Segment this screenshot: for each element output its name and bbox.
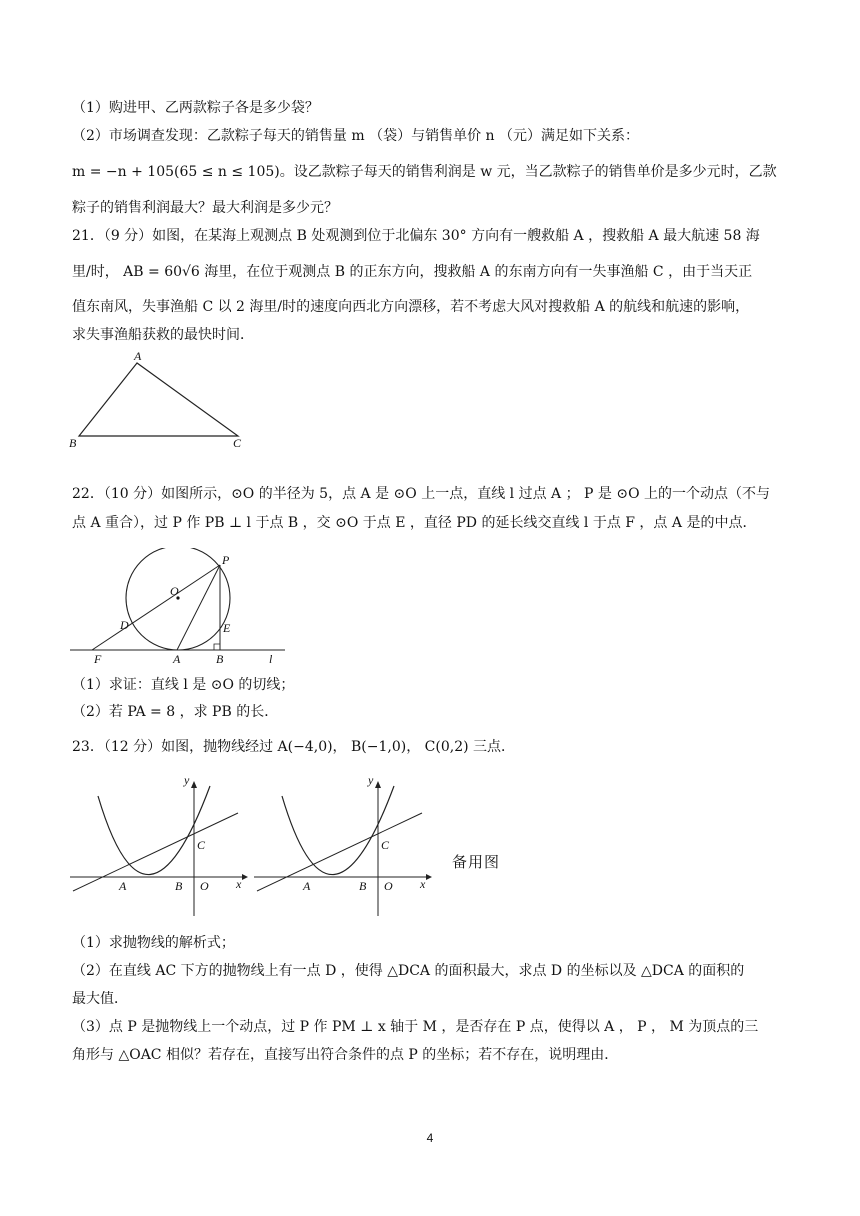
q21-triangle-figure bbox=[66, 350, 256, 475]
q23-sub3-line2: 角形与 △OAC 相似？若存在，直接写出符合条件的点 P 的坐标；若不存在，说明理由． bbox=[72, 1047, 619, 1063]
label-l: l bbox=[269, 652, 273, 666]
label-o: O bbox=[200, 879, 209, 893]
label-c: C bbox=[233, 436, 242, 450]
q21-line4: 求失事渔船获救的最快时间． bbox=[72, 327, 254, 343]
label-a: A bbox=[119, 879, 127, 893]
q22-sub1: （1）求证：直线 l 是 ⊙O 的切线； bbox=[72, 677, 295, 693]
q22-sub2: （2）若 PA = 8 ，求 PB 的长． bbox=[72, 704, 279, 720]
spare-figure-label: 备用图 bbox=[452, 853, 501, 871]
q22-line2: 点 A 重合），过 P 作 PB ⊥ l 于点 B ，交 ⊙O 于点 E ，直径 PD 的延长线交直线 l 于点 F ，点 A 是的中点． bbox=[72, 515, 757, 531]
q23-sub2-line2: 最大值． bbox=[72, 991, 128, 1007]
x-axis-arrow bbox=[426, 874, 432, 880]
label-x: x bbox=[420, 877, 426, 891]
page-number: 4 bbox=[426, 1131, 434, 1145]
right-angle-mark bbox=[214, 644, 220, 650]
label-b: B bbox=[216, 652, 224, 666]
q23-line1: 23．（12 分）如图，抛物线经过 A(−4,0)， B(−1,0)， C(0,2) 三点． bbox=[72, 739, 516, 755]
line-ac bbox=[73, 813, 238, 891]
label-a: A bbox=[173, 652, 181, 666]
label-p: P bbox=[222, 553, 230, 567]
label-b: B bbox=[69, 436, 77, 450]
q21-line1: 21．（9 分）如图，在某海上观测点 B 处观测到位于北偏东 30° 方向有一艘救船 A ，搜救船 A 最大航速 58 海 bbox=[72, 228, 760, 244]
q23-sub3-line1: （3）点 P 是抛物线上一个动点，过 P 作 PM ⊥ x 轴于 M ，是否存在 P 点，使得以 A ， P ， M 为顶点的三 bbox=[72, 1019, 759, 1035]
q23-parabola-figure bbox=[70, 776, 250, 921]
label-f: F bbox=[94, 652, 102, 666]
q21-line3: 值东南风，失事渔船 C 以 2 海里/时的速度向西北方向漂移，若不考虑大风对搜救船 A 的航线和航速的影响， bbox=[72, 299, 750, 315]
q23-spare-figure bbox=[254, 776, 434, 921]
x-axis-arrow bbox=[242, 874, 248, 880]
line-pf bbox=[92, 565, 220, 650]
label-b: B bbox=[175, 879, 183, 893]
q21-line2: 里/时， AB = 60√6 海里，在位于观测点 B 的正东方向，搜救船 A 的东南方向有一失事渔船 C ，由于当天正 bbox=[72, 264, 753, 280]
label-c: C bbox=[197, 838, 206, 852]
y-axis-arrow bbox=[375, 781, 381, 788]
line-pa bbox=[177, 565, 220, 650]
parabola bbox=[282, 786, 394, 875]
parabola bbox=[98, 786, 210, 875]
label-y: y bbox=[368, 776, 374, 787]
q20-part2: （2）市场调查发现：乙款粽子每天的销售量 m （袋）与销售单价 n （元）满足如下关系： bbox=[72, 128, 639, 144]
label-a: A bbox=[134, 350, 142, 363]
label-c: C bbox=[381, 838, 390, 852]
q22-line1: 22．（10 分）如图所示，⊙O 的半径为 5，点 A 是 ⊙O 上一点，直线 l 过点 A ； P 是 ⊙O 上的一个动点（不与 bbox=[72, 486, 771, 502]
label-o: O bbox=[384, 879, 393, 893]
label-x: x bbox=[236, 877, 242, 891]
label-d: D bbox=[120, 618, 129, 632]
q22-circle-figure bbox=[70, 548, 290, 668]
label-b: B bbox=[359, 879, 367, 893]
triangle-abc bbox=[79, 363, 238, 436]
label-a: A bbox=[303, 879, 311, 893]
q23-sub1: （1）求抛物线的解析式； bbox=[72, 935, 235, 951]
q20-part1: （1）购进甲、乙两款粽子各是多少袋？ bbox=[72, 100, 319, 116]
label-o: O bbox=[170, 584, 179, 598]
label-e: E bbox=[223, 621, 231, 635]
y-axis-arrow bbox=[191, 781, 197, 788]
q23-sub2-line1: （2）在直线 AC 下方的抛物线上有一点 D ，使得 △DCA 的面积最大，求点 D 的坐标以及 △DCA 的面积的 bbox=[72, 963, 745, 979]
q20-part2-end: 粽子的销售利润最大？最大利润是多少元？ bbox=[72, 200, 338, 216]
q20-part2-formula: m = −n + 105(65 ≤ n ≤ 105)。设乙款粽子每天的销售利润是 w 元，当乙款粽子的销售单价是多少元时，乙款 bbox=[72, 164, 777, 180]
label-y: y bbox=[184, 776, 190, 787]
line-ac bbox=[257, 813, 422, 891]
